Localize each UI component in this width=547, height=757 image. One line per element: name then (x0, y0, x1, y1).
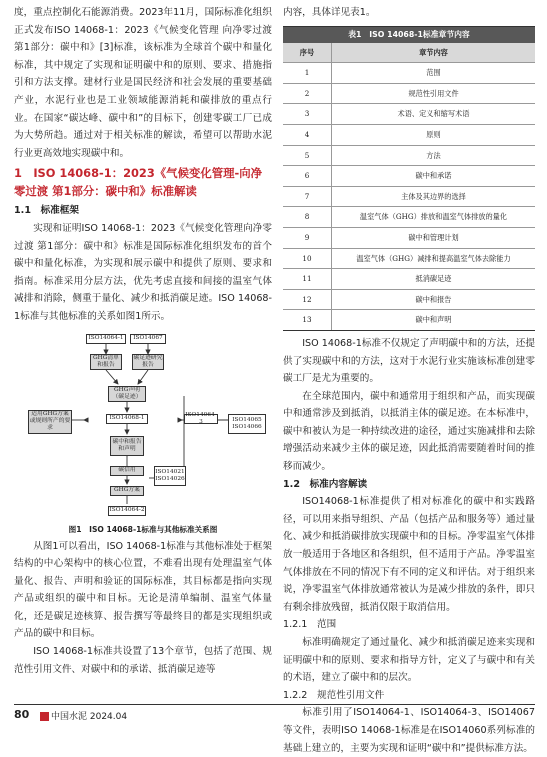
paragraph-b: 在全球范围内，碳中和通常用于组织和产品，而实现碳中和通常涉及到抵消，以抵消主体的碳足迹。在本标准中，碳中和被认为是一种持续改进的途径，通过实施减排和去除增强活动来减少主体的碳足迹，因此抵消需要随着时间的推移而减少。 (283, 390, 535, 473)
table-cell-number: 10 (283, 248, 332, 269)
table-cell-number: 5 (283, 145, 332, 166)
paragraph-d: 标准明确规定了通过量化、减少和抵消碳足迹来实现和证明碳中和的原则、要求和指导方针，定义了与碳中和有关的术语，建立了碳中和的层次。 (283, 637, 535, 684)
table-cell-number: 12 (283, 289, 332, 310)
section-1-1-heading: 1.1 标准框架 (14, 205, 79, 217)
table-1-grid (283, 43, 535, 331)
table-cell-content: 规范性引用文件 (332, 83, 536, 104)
table-row (283, 269, 535, 290)
table-row (283, 166, 535, 187)
paragraph-a: ISO 14068-1标准不仅规定了声明碳中和的方法，还提供了实现碳中和的方法，这对于水泥行业实施该标准创建零碳工厂是尤为重要的。 (283, 337, 535, 385)
table-header-number: 序号 (283, 43, 332, 63)
table-row (283, 310, 535, 331)
box-carbon-footprint: 碳足迹研究报告 (133, 354, 163, 368)
table-cell-content: 抵消碳足迹 (332, 269, 536, 290)
table-row (283, 289, 535, 310)
table-row (283, 124, 535, 145)
box-ghg-inventory: GHG清单和报告 (90, 354, 122, 370)
table-cell-number: 6 (283, 166, 332, 187)
footer-rule (14, 704, 535, 705)
figure-1-caption: 图1 ISO 14068-1标准与其他标准关系图 (68, 524, 218, 534)
table-header-content: 章节内容 (332, 43, 536, 63)
table-1 (283, 26, 535, 331)
journal-label: 中国水泥 2024.04 (51, 712, 128, 722)
box-carbon-credit: 碳信用 (110, 466, 144, 476)
box-ghg-declaration: GHG声明（碳足迹） (108, 386, 146, 402)
table-row (283, 248, 535, 269)
table-cell-number: 4 (283, 124, 332, 145)
box-iso14064-3: ISO14064-3 (185, 411, 217, 425)
page-number: 80 (14, 708, 30, 721)
journal-name (40, 709, 127, 722)
table-cell-content: 温室气体（GHG）减排和提高温室气体去除能力 (332, 248, 536, 269)
label-iso14065: ISO14065 (232, 416, 262, 423)
chapters-paragraph: ISO 14068-1标准共设置了13个章节，包括了范围、规范性引用文件、对碳中和的承诺、抵消碳足迹等 (14, 646, 272, 675)
table-cell-number: 9 (283, 227, 332, 248)
table-cell-number: 1 (283, 63, 332, 84)
box-iso14068-1: ISO14068-1 (106, 414, 148, 424)
box-ghg-programme: GHG方案 (110, 486, 144, 496)
journal-logo-square (40, 712, 49, 721)
table-cell-number: 11 (283, 269, 332, 290)
box-iso14021-14026 (154, 466, 186, 486)
box-iso14065-14066 (228, 414, 266, 434)
table-cell-content: 碳中和声明 (332, 310, 536, 331)
table-row (283, 227, 535, 248)
label-iso14026: ISO14026 (155, 475, 185, 482)
table-cell-content: 原则 (332, 124, 536, 145)
table-cell-content: 温室气体（GHG）排放和温室气体排放的量化 (332, 207, 536, 228)
table-cell-number: 13 (283, 310, 332, 331)
table-cell-content: 术语、定义和缩写术语 (332, 104, 536, 125)
table-row (283, 207, 535, 228)
figure-1-discussion: 从图1可以看出，ISO 14068-1标准与其他标准处于框架结构的中心架构中的核心位置，不难看出现有处理温室气体量化、报告、声明和验证的国际标准，其目标都是指向实现产品或组织的碳中和目标。无论是清单编制、温室气体量化，还是碳足迹核算、报告撰写等最终目的都是实现组织或产品的碳中和目标。 (14, 540, 272, 640)
table-cell-number: 7 (283, 186, 332, 207)
box-ghg-scheme-requirements: 适用GHG方案或规则所产的要求 (28, 410, 72, 434)
table-intro: 内容，具体详见表1。 (283, 7, 376, 18)
table-cell-content: 范围 (332, 63, 536, 84)
section-1-2-2-heading: 1.2.2 规范性引用文件 (283, 689, 385, 701)
table-row (283, 63, 535, 84)
figure-1-diagram (14, 332, 272, 522)
table-cell-content: 碳中和管理计划 (332, 227, 536, 248)
table-cell-content: 方法 (332, 145, 536, 166)
table-header-row (283, 43, 535, 63)
table-cell-content: 碳中和承诺 (332, 166, 536, 187)
table-body (283, 63, 535, 331)
label-iso14021: ISO14021 (155, 468, 185, 475)
table-row (283, 186, 535, 207)
section-1-2-1-heading: 1.2.1 范围 (283, 619, 337, 631)
page-footer (0, 704, 547, 728)
table-cell-number: 3 (283, 104, 332, 125)
table-row (283, 104, 535, 125)
left-column (14, 4, 272, 678)
paragraph-c: ISO14068-1标准提供了相对标准化的碳中和实践路径，可以用来指导组织、产品（包括产品和服务等）通过量化、减少和抵消碳排放实现碳中和的目标。净零温室气体排放一般适用于各地区和各组织，但不适用于产品。净零温室气体排放在不同的情况下有不同的定义和评估。对于组织来说，净零温室气体排放通常被认为是减少排放的条件，即只有剩余排放残留，抵消仅限于取消信用。 (283, 496, 535, 613)
paragraph-e: 标准引用了ISO14064-1、ISO14064-3、ISO14067等文件，表明ISO 14068-1标准是在ISO14060系列标准的基础上建立的，主要为实现和证明“碳中和”提供标准方法。 (283, 707, 535, 754)
table-row (283, 83, 535, 104)
section-1-2-heading: 1.2 标准内容解读 (283, 478, 368, 490)
section-1-heading: 1 ISO 14068-1：2023《气候变化管理-向净零过渡 第1部分：碳中和》标准解读 (14, 166, 263, 199)
table-cell-content: 碳中和报告 (332, 289, 536, 310)
table-row (283, 145, 535, 166)
box-iso14067: ISO14067 (130, 334, 166, 344)
table-cell-number: 2 (283, 83, 332, 104)
box-iso14064-2: ISO14064-2 (108, 506, 146, 516)
box-iso14064-1: ISO14064-1 (86, 334, 126, 344)
table-cell-content: 主体及其边界的选择 (332, 186, 536, 207)
right-column (283, 4, 535, 757)
label-iso14066: ISO14066 (232, 423, 262, 430)
intro-paragraph: 度，重点控制化石能源消费。2023年11月，国际标准化组织正式发布ISO 14068-1：2023《气候变化管理 向净零过渡 第1部分：碳中和》[3]标准，该标准为全球首个碳中和量化标准，其中规定了实现和证明碳中和的原则、要求、措施指引和方法支撑。建材行业是国民经济和社会发展的重要基础产业，水泥行业也是工业领域能源消耗和碳排放的重点行业。在国家“碳达峰、碳中和”的目标下，创建零碳工厂已成为大势所趋。通过对于相关标准的解读，希望可以帮助水泥行业更高效地实现碳中和。 (14, 7, 272, 159)
box-carbon-neutral-report: 碳中和报告和声明 (110, 436, 144, 456)
section-1-1-paragraph: 实现和证明ISO 14068-1：2023《气候变化管理向净零过渡 第1部分：碳中和》标准是国际标准化组织发布的首个碳中和量化标准，为实现和展示碳中和提供了原则、要求和指南。标准采用分层方法，优先考虑直接和间接的温室气体减排和消除，侧重于量化、减少和抵消碳足迹。ISO 14068-1标准与其他标准的关系如图1所示。 (14, 222, 272, 322)
table-cell-number: 8 (283, 207, 332, 228)
table-1-caption: 表1 ISO 14068-1标准章节内容 (283, 27, 535, 43)
